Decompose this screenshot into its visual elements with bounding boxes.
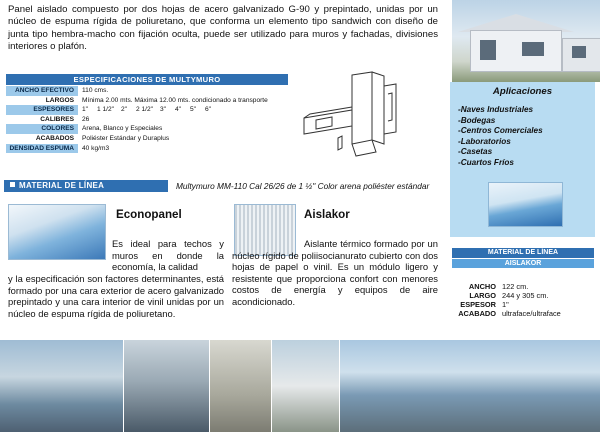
spec-value: Poliéster Estándar y Duraplus xyxy=(82,134,170,142)
espesor-value: 1" xyxy=(82,106,89,114)
aislakor-specs xyxy=(440,282,600,318)
econopanel-text-a: Es ideal para techos y muros en donde la economía, la calidad xyxy=(112,238,224,273)
list-item: -Laboratorios xyxy=(458,136,511,146)
intro-paragraph: Panel aislado compuesto por dos hojas de acero galvanizado G-90 y prepintado, unidas por un núcleo de espuma rígida de poliuretano, que conforma un elemento tipo sandwich con diseño de junta tipo hembra-macho con fijación oculta, puede ser utilizado para muros y fachadas, divisiones interiores o plafón. xyxy=(8,4,438,53)
list-item: -Casetas xyxy=(458,147,493,157)
ais-label: ANCHO xyxy=(468,282,496,291)
applications-list xyxy=(450,97,595,169)
spec-row-largos xyxy=(6,96,288,106)
bullet-square-icon xyxy=(10,182,15,187)
spec-row-espesores xyxy=(6,105,288,115)
espesor-value: 5" xyxy=(190,106,197,114)
ais-label: LARGO xyxy=(469,291,496,300)
econopanel-image xyxy=(8,204,106,260)
material-label: MATERIAL DE LÍNEA xyxy=(19,181,105,190)
material-description: Multymuro MM-110 Cal 26/26 de 1 ½" Color arena poliéster estándar xyxy=(176,181,430,191)
spec-row-acabados xyxy=(6,134,288,144)
spec-value: Arena, Blanco y Especiales xyxy=(82,125,163,133)
list-item: -Naves Industriales xyxy=(458,105,534,114)
aislakor-line-subtitle: AISLAKOR xyxy=(452,259,594,268)
spec-row-densidad xyxy=(6,144,288,154)
spec-label: COLORES xyxy=(6,124,78,134)
specs-title: ESPECIFICACIONES DE MULTYMURO xyxy=(6,74,288,85)
photo-building-2 xyxy=(124,340,210,432)
photo-strip xyxy=(0,340,600,432)
spec-row-calibres xyxy=(6,115,288,125)
photo-building-4 xyxy=(272,340,340,432)
list-item: -Cuartos Fríos xyxy=(458,157,514,167)
ais-row-acabado xyxy=(440,309,600,318)
espesor-value: 3" xyxy=(160,106,167,114)
espesor-value: 4" xyxy=(175,106,182,114)
photo-building-5 xyxy=(340,340,600,432)
spec-value: Mínima 2.00 mts. Máxima 12.00 mts. condicionado a transporte xyxy=(82,96,268,104)
econopanel-text-b: y la especificación son factores determinantes, está formado por una cara exterior de acero galvanizado prepintado y una cara interior de vinil unidas por un núcleo de espuma rígida de poliuretano. xyxy=(8,273,224,319)
espesor-value: 2" xyxy=(121,106,128,114)
specs-table xyxy=(6,86,288,153)
spec-label: LARGOS xyxy=(45,96,74,104)
spec-value: 40 kg/m3 xyxy=(82,144,110,152)
list-item: -Bodegas xyxy=(458,115,496,125)
panel-joint-diagram xyxy=(296,70,446,160)
material-bar xyxy=(4,180,168,192)
ais-row-largo xyxy=(440,291,600,300)
aislakor-text: Aislante térmico formado por un núcleo rígido de poliisocianurato cubierto con dos hojas de papel o vinil. Es un módulo ligero y resistente que proporciona confort con menores costos de energía y equipos de aire acondicionado. xyxy=(232,238,438,307)
aislakor-line-title: MATERIAL DE LÍNEA xyxy=(452,248,594,258)
ais-label: ACABADO xyxy=(458,309,496,318)
espesor-value: 2 1/2" xyxy=(136,106,154,114)
panel-sample-image xyxy=(488,182,563,227)
spec-value xyxy=(78,105,288,115)
spec-label: ACABADOS xyxy=(35,134,74,142)
spec-label: CALIBRES xyxy=(40,115,74,123)
spec-row-ancho xyxy=(6,86,288,96)
spec-label: ANCHO EFECTIVO xyxy=(6,86,78,96)
ais-value: ultraface/ultraface xyxy=(502,309,561,318)
applications-box xyxy=(450,82,595,237)
ais-value: 244 y 305 cm. xyxy=(502,291,549,300)
ais-value: 1" xyxy=(502,300,509,309)
ais-row-espesor xyxy=(440,300,600,309)
applications-title: Aplicaciones xyxy=(492,86,553,97)
photo-building-1 xyxy=(0,340,124,432)
spec-label: ESPESORES xyxy=(6,105,78,115)
ais-value: 122 cm. xyxy=(502,282,529,291)
espesor-value: 1 1/2" xyxy=(97,106,115,114)
ais-row-ancho xyxy=(440,282,600,291)
spec-label: DENSIDAD ESPUMA xyxy=(6,144,78,154)
espesor-value: 6" xyxy=(205,106,212,114)
ais-label: ESPESOR xyxy=(460,300,496,309)
spec-value: 110 cms. xyxy=(82,87,109,94)
house-photo xyxy=(452,0,600,82)
list-item: -Centros Comerciales xyxy=(458,126,543,136)
photo-building-3 xyxy=(210,340,272,432)
spec-row-colores xyxy=(6,124,288,134)
econopanel-heading: Econopanel xyxy=(116,208,182,221)
aislakor-heading: Aislakor xyxy=(304,208,350,221)
spec-value: 26 xyxy=(82,115,90,123)
